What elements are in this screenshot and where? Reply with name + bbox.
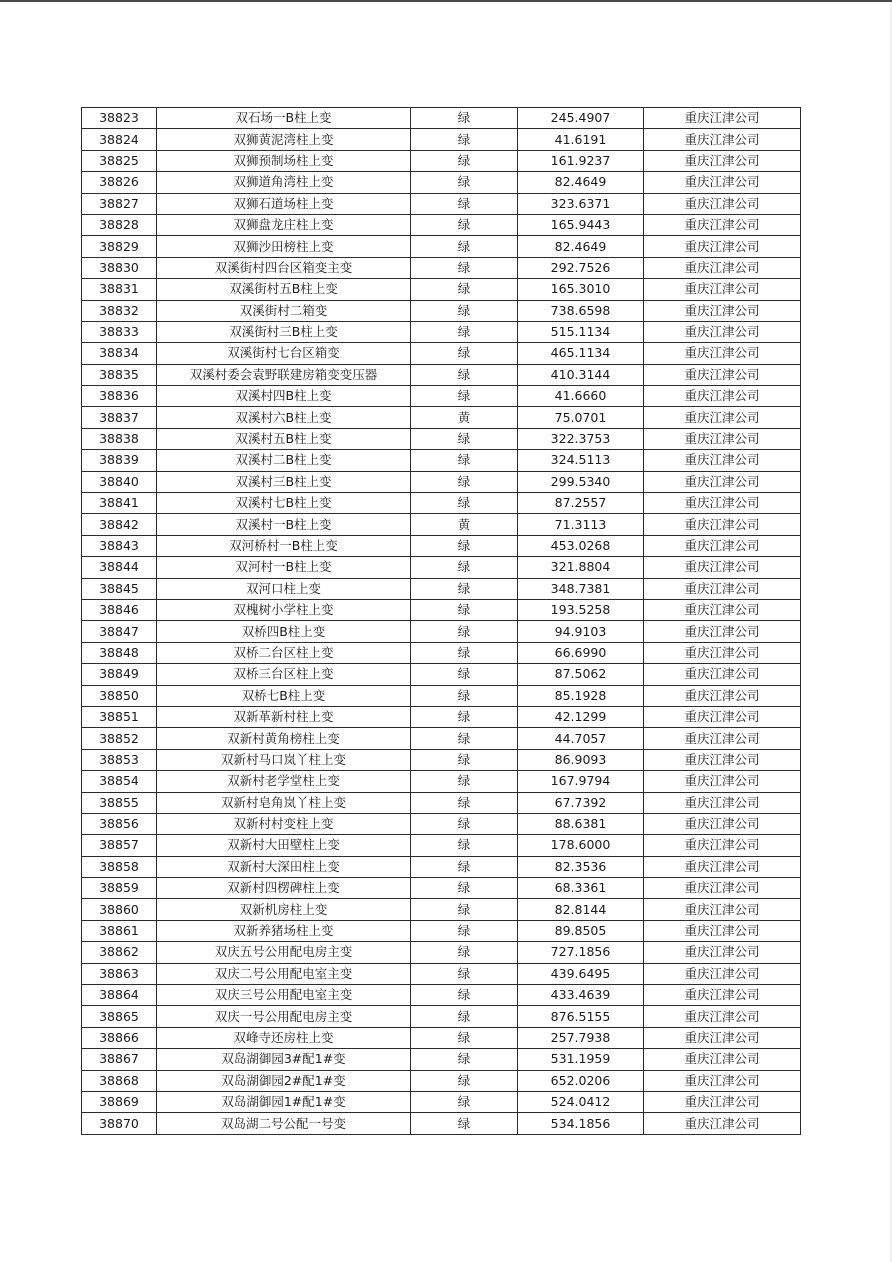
cell-status: 绿 [411,749,518,770]
cell-value: 41.6191 [518,129,644,150]
cell-status: 绿 [411,621,518,642]
cell-company: 重庆江津公司 [644,642,801,663]
cell-status: 绿 [411,471,518,492]
transformer-table [81,107,801,1135]
cell-status: 绿 [411,920,518,941]
cell-value: 71.3113 [518,514,644,535]
cell-value: 245.4907 [518,108,644,129]
cell-name: 双槐树小学柱上变 [157,599,411,620]
cell-value: 193.5258 [518,599,644,620]
table-row [82,942,801,963]
cell-status: 绿 [411,557,518,578]
cell-id: 38868 [82,1070,157,1091]
cell-id: 38863 [82,963,157,984]
cell-status: 绿 [411,792,518,813]
table-row [82,920,801,941]
cell-value: 534.1856 [518,1113,644,1134]
cell-name: 双庆五号公用配电房主变 [157,942,411,963]
cell-company: 重庆江津公司 [644,557,801,578]
cell-status: 绿 [411,771,518,792]
table-row [82,749,801,770]
cell-status: 绿 [411,813,518,834]
cell-name: 双岛湖二号公配一号变 [157,1113,411,1134]
cell-name: 双新村大田壁柱上变 [157,835,411,856]
cell-name: 双溪村六B柱上变 [157,407,411,428]
cell-value: 165.3010 [518,279,644,300]
cell-id: 38838 [82,428,157,449]
cell-company: 重庆江津公司 [644,920,801,941]
cell-name: 双溪村四B柱上变 [157,386,411,407]
cell-company: 重庆江津公司 [644,129,801,150]
cell-company: 重庆江津公司 [644,963,801,984]
cell-company: 重庆江津公司 [644,257,801,278]
table-row [82,172,801,193]
cell-status: 绿 [411,150,518,171]
cell-name: 双溪街村三B柱上变 [157,321,411,342]
cell-status: 绿 [411,214,518,235]
cell-id: 38843 [82,535,157,556]
cell-id: 38834 [82,343,157,364]
cell-name: 双庆二号公用配电室主变 [157,963,411,984]
cell-company: 重庆江津公司 [644,856,801,877]
table-row [82,557,801,578]
cell-id: 38848 [82,642,157,663]
cell-company: 重庆江津公司 [644,108,801,129]
cell-status: 绿 [411,300,518,321]
cell-id: 38853 [82,749,157,770]
cell-company: 重庆江津公司 [644,813,801,834]
cell-status: 绿 [411,279,518,300]
cell-value: 165.9443 [518,214,644,235]
cell-name: 双河村一B柱上变 [157,557,411,578]
cell-company: 重庆江津公司 [644,1006,801,1027]
table-row [82,621,801,642]
cell-company: 重庆江津公司 [644,214,801,235]
cell-name: 双岛湖御园3#配1#变 [157,1049,411,1070]
cell-company: 重庆江津公司 [644,771,801,792]
cell-status: 绿 [411,1049,518,1070]
table-row [82,236,801,257]
cell-name: 双狮预制场柱上变 [157,150,411,171]
table-row [82,856,801,877]
table-body [82,108,801,1135]
cell-id: 38870 [82,1113,157,1134]
cell-name: 双新村皂角岚丫柱上变 [157,792,411,813]
cell-value: 292.7526 [518,257,644,278]
cell-id: 38847 [82,621,157,642]
table-row [82,321,801,342]
cell-id: 38864 [82,985,157,1006]
cell-id: 38841 [82,493,157,514]
cell-id: 38849 [82,664,157,685]
cell-value: 82.4649 [518,172,644,193]
cell-status: 绿 [411,172,518,193]
cell-id: 38827 [82,193,157,214]
cell-value: 727.1856 [518,942,644,963]
cell-status: 绿 [411,642,518,663]
cell-company: 重庆江津公司 [644,386,801,407]
cell-value: 433.4639 [518,985,644,1006]
cell-status: 绿 [411,664,518,685]
table-row [82,792,801,813]
cell-status: 绿 [411,129,518,150]
table-row [82,1027,801,1048]
cell-name: 双新村四楞碑柱上变 [157,878,411,899]
table-row [82,129,801,150]
cell-status: 绿 [411,1027,518,1048]
cell-value: 531.1959 [518,1049,644,1070]
cell-name: 双新村马口岚丫柱上变 [157,749,411,770]
cell-id: 38844 [82,557,157,578]
cell-company: 重庆江津公司 [644,685,801,706]
cell-name: 双溪村七B柱上变 [157,493,411,514]
cell-status: 绿 [411,321,518,342]
cell-id: 38824 [82,129,157,150]
cell-id: 38858 [82,856,157,877]
cell-name: 双新村老学堂柱上变 [157,771,411,792]
cell-id: 38845 [82,578,157,599]
table-row [82,1091,801,1112]
cell-status: 绿 [411,728,518,749]
cell-id: 38854 [82,771,157,792]
cell-value: 82.3536 [518,856,644,877]
cell-company: 重庆江津公司 [644,471,801,492]
cell-company: 重庆江津公司 [644,899,801,920]
cell-id: 38846 [82,599,157,620]
cell-name: 双溪村一B柱上变 [157,514,411,535]
table-row [82,214,801,235]
cell-company: 重庆江津公司 [644,599,801,620]
cell-value: 876.5155 [518,1006,644,1027]
cell-name: 双河桥村一B柱上变 [157,535,411,556]
cell-value: 324.5113 [518,450,644,471]
cell-id: 38852 [82,728,157,749]
cell-status: 绿 [411,878,518,899]
cell-name: 双桥四B柱上变 [157,621,411,642]
cell-id: 38850 [82,685,157,706]
cell-value: 87.5062 [518,664,644,685]
table-row [82,364,801,385]
cell-id: 38825 [82,150,157,171]
cell-company: 重庆江津公司 [644,450,801,471]
cell-value: 82.4649 [518,236,644,257]
cell-company: 重庆江津公司 [644,364,801,385]
table-row [82,343,801,364]
cell-value: 515.1134 [518,321,644,342]
cell-company: 重庆江津公司 [644,193,801,214]
cell-name: 双庆一号公用配电房主变 [157,1006,411,1027]
table-row [82,1113,801,1134]
cell-status: 绿 [411,599,518,620]
cell-name: 双溪街村四台区箱变主变 [157,257,411,278]
table-row [82,578,801,599]
table-row [82,835,801,856]
cell-value: 75.0701 [518,407,644,428]
cell-value: 86.9093 [518,749,644,770]
cell-company: 重庆江津公司 [644,172,801,193]
table-row [82,450,801,471]
cell-value: 41.6660 [518,386,644,407]
cell-value: 94.9103 [518,621,644,642]
cell-status: 绿 [411,257,518,278]
table-row [82,771,801,792]
cell-value: 87.2557 [518,493,644,514]
cell-id: 38865 [82,1006,157,1027]
cell-company: 重庆江津公司 [644,621,801,642]
cell-company: 重庆江津公司 [644,1091,801,1112]
cell-value: 67.7392 [518,792,644,813]
cell-company: 重庆江津公司 [644,578,801,599]
cell-company: 重庆江津公司 [644,1113,801,1134]
table-row [82,493,801,514]
table-row [82,535,801,556]
cell-company: 重庆江津公司 [644,514,801,535]
cell-value: 524.0412 [518,1091,644,1112]
cell-name: 双溪村五B柱上变 [157,428,411,449]
cell-value: 66.6990 [518,642,644,663]
cell-value: 161.9237 [518,150,644,171]
cell-id: 38831 [82,279,157,300]
cell-id: 38840 [82,471,157,492]
cell-value: 439.6495 [518,963,644,984]
table-row [82,878,801,899]
cell-id: 38829 [82,236,157,257]
cell-company: 重庆江津公司 [644,942,801,963]
cell-company: 重庆江津公司 [644,493,801,514]
table-row [82,108,801,129]
cell-company: 重庆江津公司 [644,1049,801,1070]
cell-company: 重庆江津公司 [644,728,801,749]
page-top-rule [0,0,892,2]
cell-id: 38832 [82,300,157,321]
cell-id: 38836 [82,386,157,407]
cell-value: 321.8804 [518,557,644,578]
cell-name: 双狮道角湾柱上变 [157,172,411,193]
cell-status: 绿 [411,578,518,599]
cell-company: 重庆江津公司 [644,985,801,1006]
cell-status: 绿 [411,493,518,514]
cell-status: 绿 [411,236,518,257]
cell-value: 738.6598 [518,300,644,321]
cell-value: 322.3753 [518,428,644,449]
cell-status: 绿 [411,835,518,856]
table-row [82,428,801,449]
cell-name: 双溪村三B柱上变 [157,471,411,492]
cell-company: 重庆江津公司 [644,407,801,428]
cell-value: 68.3361 [518,878,644,899]
cell-status: 绿 [411,706,518,727]
table-row [82,599,801,620]
cell-name: 双新机房柱上变 [157,899,411,920]
cell-company: 重庆江津公司 [644,150,801,171]
cell-status: 绿 [411,535,518,556]
cell-status: 绿 [411,963,518,984]
cell-id: 38861 [82,920,157,941]
cell-company: 重庆江津公司 [644,321,801,342]
cell-id: 38837 [82,407,157,428]
cell-value: 652.0206 [518,1070,644,1091]
cell-company: 重庆江津公司 [644,1070,801,1091]
cell-value: 42.1299 [518,706,644,727]
cell-name: 双桥三台区柱上变 [157,664,411,685]
cell-company: 重庆江津公司 [644,236,801,257]
table-row [82,706,801,727]
cell-id: 38851 [82,706,157,727]
cell-id: 38860 [82,899,157,920]
cell-company: 重庆江津公司 [644,706,801,727]
table-row [82,664,801,685]
cell-status: 绿 [411,428,518,449]
cell-value: 88.6381 [518,813,644,834]
cell-value: 44.7057 [518,728,644,749]
cell-name: 双石场一B柱上变 [157,108,411,129]
cell-value: 85.1928 [518,685,644,706]
cell-name: 双庆三号公用配电室主变 [157,985,411,1006]
cell-status: 绿 [411,108,518,129]
cell-status: 黄 [411,514,518,535]
cell-id: 38826 [82,172,157,193]
cell-status: 绿 [411,899,518,920]
cell-name: 双岛湖御园1#配1#变 [157,1091,411,1112]
cell-value: 465.1134 [518,343,644,364]
cell-name: 双溪街村七台区箱变 [157,343,411,364]
cell-company: 重庆江津公司 [644,300,801,321]
cell-id: 38833 [82,321,157,342]
table-row [82,471,801,492]
cell-status: 绿 [411,685,518,706]
cell-id: 38856 [82,813,157,834]
cell-company: 重庆江津公司 [644,343,801,364]
cell-id: 38823 [82,108,157,129]
cell-value: 453.0268 [518,535,644,556]
table-row [82,257,801,278]
cell-status: 绿 [411,193,518,214]
cell-status: 绿 [411,364,518,385]
cell-id: 38869 [82,1091,157,1112]
cell-status: 绿 [411,1070,518,1091]
cell-id: 38857 [82,835,157,856]
cell-id: 38839 [82,450,157,471]
cell-id: 38855 [82,792,157,813]
table-row [82,1006,801,1027]
table-row [82,1070,801,1091]
cell-value: 299.5340 [518,471,644,492]
cell-name: 双新村黄角榜柱上变 [157,728,411,749]
table-row [82,985,801,1006]
cell-name: 双峰寺还房柱上变 [157,1027,411,1048]
table-row [82,1049,801,1070]
cell-company: 重庆江津公司 [644,749,801,770]
table-row [82,728,801,749]
cell-company: 重庆江津公司 [644,428,801,449]
cell-status: 绿 [411,1006,518,1027]
cell-value: 410.3144 [518,364,644,385]
table-row [82,642,801,663]
cell-id: 38835 [82,364,157,385]
cell-value: 82.8144 [518,899,644,920]
cell-company: 重庆江津公司 [644,535,801,556]
cell-name: 双溪街村五B柱上变 [157,279,411,300]
cell-id: 38842 [82,514,157,535]
cell-id: 38862 [82,942,157,963]
cell-value: 257.7938 [518,1027,644,1048]
table-row [82,899,801,920]
cell-name: 双新养猪场柱上变 [157,920,411,941]
cell-name: 双新村大深田柱上变 [157,856,411,877]
cell-value: 323.6371 [518,193,644,214]
cell-company: 重庆江津公司 [644,792,801,813]
table-row [82,193,801,214]
cell-status: 绿 [411,985,518,1006]
cell-name: 双溪村二B柱上变 [157,450,411,471]
cell-name: 双狮黄泥湾柱上变 [157,129,411,150]
cell-value: 167.9794 [518,771,644,792]
table-row [82,514,801,535]
table-row [82,150,801,171]
table-row [82,300,801,321]
table-row [82,685,801,706]
cell-status: 绿 [411,450,518,471]
table-row [82,813,801,834]
cell-name: 双桥七B柱上变 [157,685,411,706]
table-row [82,407,801,428]
cell-name: 双新村村变柱上变 [157,813,411,834]
cell-status: 绿 [411,386,518,407]
cell-company: 重庆江津公司 [644,1027,801,1048]
cell-name: 双狮石道场柱上变 [157,193,411,214]
cell-status: 绿 [411,942,518,963]
cell-value: 348.7381 [518,578,644,599]
cell-name: 双溪村委会袁野联建房箱变变压器 [157,364,411,385]
cell-company: 重庆江津公司 [644,664,801,685]
cell-name: 双狮盘龙庄柱上变 [157,214,411,235]
cell-status: 绿 [411,1091,518,1112]
cell-id: 38828 [82,214,157,235]
cell-company: 重庆江津公司 [644,279,801,300]
cell-value: 89.8505 [518,920,644,941]
cell-id: 38830 [82,257,157,278]
cell-id: 38859 [82,878,157,899]
table-row [82,963,801,984]
cell-name: 双溪街村二箱变 [157,300,411,321]
cell-name: 双岛湖御园2#配1#变 [157,1070,411,1091]
cell-name: 双新革新村柱上变 [157,706,411,727]
cell-value: 178.6000 [518,835,644,856]
cell-id: 38866 [82,1027,157,1048]
cell-company: 重庆江津公司 [644,878,801,899]
cell-status: 绿 [411,856,518,877]
cell-company: 重庆江津公司 [644,835,801,856]
cell-status: 黄 [411,407,518,428]
cell-status: 绿 [411,1113,518,1134]
table-row [82,386,801,407]
cell-name: 双桥二台区柱上变 [157,642,411,663]
cell-name: 双狮沙田榜柱上变 [157,236,411,257]
cell-status: 绿 [411,343,518,364]
cell-name: 双河口柱上变 [157,578,411,599]
cell-id: 38867 [82,1049,157,1070]
table-row [82,279,801,300]
